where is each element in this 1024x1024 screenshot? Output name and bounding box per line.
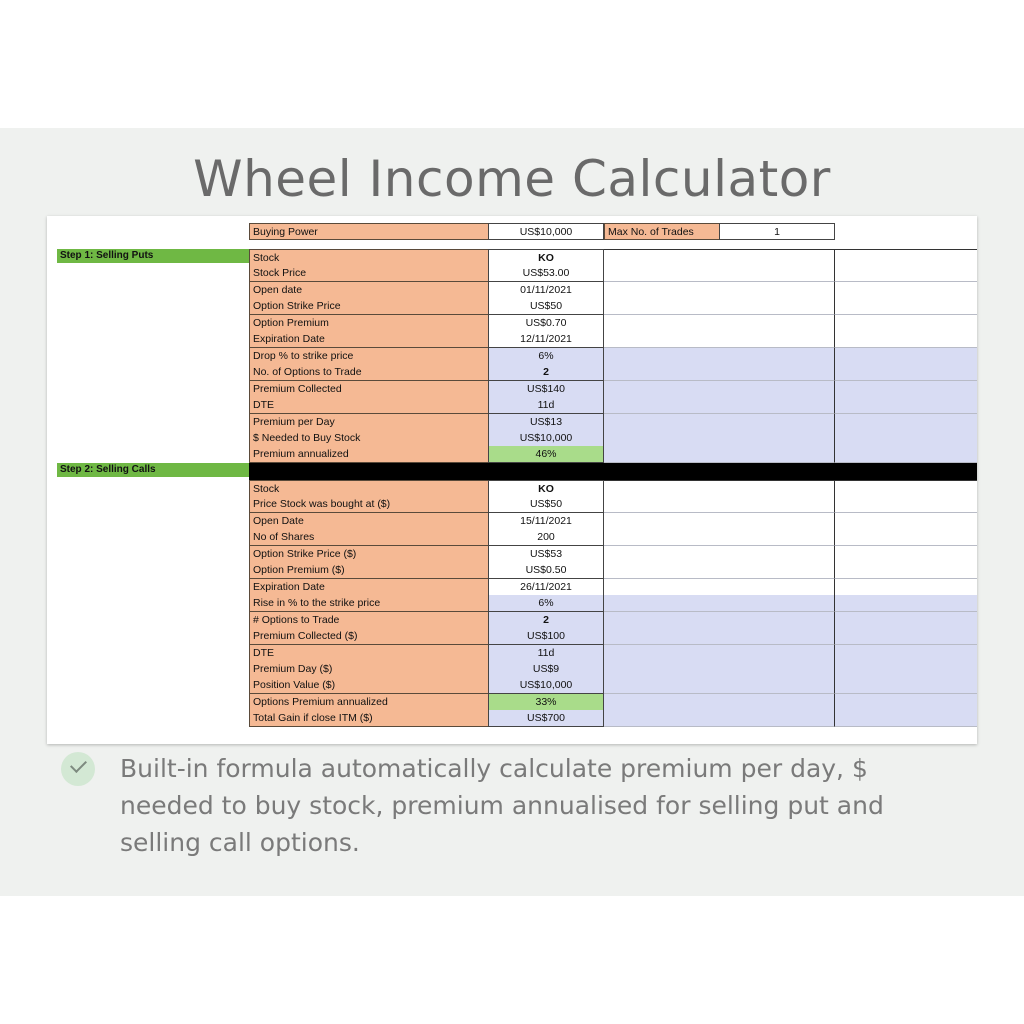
step2-row-value[interactable]: 6% (488, 595, 604, 612)
step2-empty-cell[interactable] (719, 496, 835, 513)
check-icon (70, 756, 87, 773)
step1-empty-cell[interactable] (719, 249, 835, 266)
step2-row-label: Rise in % to the strike price (249, 595, 489, 612)
step1-label: Step 1: Selling Puts (57, 249, 255, 263)
step1-row-value[interactable]: 01/11/2021 (488, 282, 604, 299)
step2-empty-cell[interactable] (604, 513, 720, 530)
page-title: Wheel Income Calculator (193, 150, 831, 208)
step1-empty-cell[interactable] (835, 282, 951, 299)
step1-empty-cell[interactable] (719, 348, 835, 365)
step2-row-value[interactable]: US$100 (488, 628, 604, 645)
step1-row-value[interactable]: 12/11/2021 (488, 331, 604, 348)
step1-empty-cell[interactable] (604, 298, 720, 315)
step1-empty-cell[interactable] (719, 331, 835, 348)
step2-row-label: # Options to Trade (249, 612, 489, 629)
buying-power-value[interactable]: US$10,000 (488, 223, 604, 240)
step1-empty-cell[interactable] (950, 446, 977, 463)
step1-empty-cell[interactable] (719, 397, 835, 414)
step2-empty-cell[interactable] (950, 628, 977, 645)
step1-empty-cell[interactable] (604, 249, 720, 266)
step1-row-value[interactable]: 2 (488, 364, 604, 381)
step2-row-value[interactable]: 26/11/2021 (488, 579, 604, 596)
step1-empty-cell[interactable] (604, 282, 720, 299)
step2-row-label: Open Date (249, 513, 489, 530)
step2-empty-cell[interactable] (950, 645, 977, 662)
step1-empty-cell[interactable] (604, 397, 720, 414)
max-trades-label: Max No. of Trades (604, 223, 720, 240)
step2-empty-cell[interactable] (835, 661, 951, 678)
step1-empty-cell[interactable] (950, 364, 977, 381)
step2-empty-cell[interactable] (719, 710, 835, 727)
step2-row-label: Expiration Date (249, 579, 489, 596)
step1-row-value[interactable]: US$50 (488, 298, 604, 315)
step1-row-value[interactable]: US$10,000 (488, 430, 604, 447)
step2-empty-cell[interactable] (835, 694, 951, 711)
step1-row-value[interactable]: US$13 (488, 414, 604, 431)
step2-row-label: Premium Collected ($) (249, 628, 489, 645)
step2-empty-cell[interactable] (835, 645, 951, 662)
step1-row-label: $ Needed to Buy Stock (249, 430, 489, 447)
step2-empty-cell[interactable] (719, 480, 835, 497)
step1-empty-cell[interactable] (950, 282, 977, 299)
step1-row-label: Open date (249, 282, 489, 299)
step1-empty-cell[interactable] (950, 430, 977, 447)
step2-empty-cell[interactable] (835, 513, 951, 530)
step2-row-label: DTE (249, 645, 489, 662)
step2-empty-cell[interactable] (950, 546, 977, 563)
step1-empty-cell[interactable] (719, 265, 835, 282)
step1-row-label: Stock Price (249, 265, 489, 282)
step1-empty-cell[interactable] (950, 348, 977, 365)
step1-empty-cell[interactable] (604, 446, 720, 463)
step2-row-value[interactable]: US$700 (488, 710, 604, 727)
step2-row-label: Position Value ($) (249, 677, 489, 694)
step2-empty-cell[interactable] (604, 677, 720, 694)
step2-empty-cell[interactable] (950, 513, 977, 530)
step2-empty-cell[interactable] (835, 710, 951, 727)
step2-row-value[interactable]: US$9 (488, 661, 604, 678)
step2-row-value[interactable]: 200 (488, 529, 604, 546)
step1-empty-cell[interactable] (835, 446, 951, 463)
step1-empty-cell[interactable] (835, 414, 951, 431)
step1-empty-cell[interactable] (604, 348, 720, 365)
step2-empty-cell[interactable] (719, 579, 835, 596)
step1-empty-cell[interactable] (604, 414, 720, 431)
step2-row-label: Options Premium annualized (249, 694, 489, 711)
step2-row-label: Option Strike Price ($) (249, 546, 489, 563)
step1-row-label: Premium per Day (249, 414, 489, 431)
step2-row-value[interactable]: 33% (488, 694, 604, 711)
step2-row-label: Stock (249, 480, 489, 497)
step2-empty-cell[interactable] (835, 612, 951, 629)
step2-row-value[interactable]: 11d (488, 645, 604, 662)
step2-empty-cell[interactable] (604, 612, 720, 629)
step1-empty-cell[interactable] (719, 298, 835, 315)
step1-empty-cell[interactable] (950, 249, 977, 266)
step2-row-label: Option Premium ($) (249, 562, 489, 579)
feature-description: Built-in formula automatically calculate premium per day, $ needed to buy stock, premium annualised for selling put and selling call options. (120, 754, 884, 857)
step2-row-value[interactable]: 15/11/2021 (488, 513, 604, 530)
step2-empty-cell[interactable] (950, 480, 977, 497)
step1-empty-cell[interactable] (719, 446, 835, 463)
step2-empty-cell[interactable] (604, 529, 720, 546)
spreadsheet (47, 216, 977, 744)
step2-empty-cell[interactable] (719, 562, 835, 579)
buying-power-label: Buying Power (249, 223, 489, 240)
step2-empty-cell[interactable] (719, 546, 835, 563)
step1-empty-cell[interactable] (719, 414, 835, 431)
step1-row-label: Option Premium (249, 315, 489, 332)
step2-empty-cell[interactable] (950, 529, 977, 546)
step1-empty-cell[interactable] (950, 331, 977, 348)
step1-row-label: Option Strike Price (249, 298, 489, 315)
step1-empty-cell[interactable] (950, 298, 977, 315)
step2-empty-cell[interactable] (950, 496, 977, 513)
step2-empty-cell[interactable] (719, 677, 835, 694)
step1-empty-cell[interactable] (950, 315, 977, 332)
check-bullet (61, 752, 95, 786)
step1-empty-cell[interactable] (835, 249, 951, 266)
step1-empty-cell[interactable] (604, 265, 720, 282)
step2-row-value[interactable]: 2 (488, 612, 604, 629)
step2-row-value[interactable]: US$50 (488, 496, 604, 513)
step2-empty-cell[interactable] (835, 480, 951, 497)
step2-empty-cell[interactable] (950, 579, 977, 596)
step2-empty-cell[interactable] (719, 529, 835, 546)
step1-row-label: Expiration Date (249, 331, 489, 348)
step1-empty-cell[interactable] (835, 315, 951, 332)
step1-empty-cell[interactable] (950, 381, 977, 398)
step1-row-label: Drop % to strike price (249, 348, 489, 365)
section-divider (249, 463, 977, 480)
step1-empty-cell[interactable] (719, 364, 835, 381)
step2-row-label: Premium Day ($) (249, 661, 489, 678)
step1-empty-cell[interactable] (950, 397, 977, 414)
step1-empty-cell[interactable] (719, 315, 835, 332)
step2-empty-cell[interactable] (719, 595, 835, 612)
step2-empty-cell[interactable] (835, 579, 951, 596)
step1-empty-cell[interactable] (835, 381, 951, 398)
step2-empty-cell[interactable] (835, 677, 951, 694)
step2-empty-cell[interactable] (835, 496, 951, 513)
step2-empty-cell[interactable] (604, 562, 720, 579)
step2-empty-cell[interactable] (604, 496, 720, 513)
step2-empty-cell[interactable] (604, 546, 720, 563)
step1-empty-cell[interactable] (950, 265, 977, 282)
max-trades-value[interactable]: 1 (719, 223, 835, 240)
step2-row-value[interactable]: KO (488, 480, 604, 497)
step1-empty-cell[interactable] (835, 364, 951, 381)
step2-empty-cell[interactable] (950, 562, 977, 579)
step2-empty-cell[interactable] (950, 677, 977, 694)
step1-row-label: DTE (249, 397, 489, 414)
step1-row-value[interactable]: 6% (488, 348, 604, 365)
step1-empty-cell[interactable] (719, 381, 835, 398)
step2-empty-cell[interactable] (604, 480, 720, 497)
step2-empty-cell[interactable] (719, 513, 835, 530)
step2-row-value[interactable]: US$0.50 (488, 562, 604, 579)
step2-empty-cell[interactable] (719, 628, 835, 645)
step1-row-label: Stock (249, 249, 489, 266)
step1-empty-cell[interactable] (604, 430, 720, 447)
step1-empty-cell[interactable] (604, 364, 720, 381)
step1-row-value[interactable]: US$140 (488, 381, 604, 398)
step1-row-value[interactable]: 46% (488, 446, 604, 463)
step2-empty-cell[interactable] (719, 661, 835, 678)
step1-empty-cell[interactable] (604, 315, 720, 332)
step2-empty-cell[interactable] (950, 595, 977, 612)
step1-row-label: Premium annualized (249, 446, 489, 463)
step2-empty-cell[interactable] (604, 694, 720, 711)
step2-label: Step 2: Selling Calls (57, 463, 255, 477)
step2-empty-cell[interactable] (719, 694, 835, 711)
step2-empty-cell[interactable] (835, 562, 951, 579)
step1-empty-cell[interactable] (835, 397, 951, 414)
step1-empty-cell[interactable] (719, 282, 835, 299)
step1-empty-cell[interactable] (604, 331, 720, 348)
step1-row-label: No. of Options to Trade (249, 364, 489, 381)
step2-empty-cell[interactable] (835, 628, 951, 645)
step2-row-label: Price Stock was bought at ($) (249, 496, 489, 513)
step2-empty-cell[interactable] (604, 595, 720, 612)
step2-empty-cell[interactable] (604, 645, 720, 662)
step2-row-label: Total Gain if close ITM ($) (249, 710, 489, 727)
step1-empty-cell[interactable] (835, 331, 951, 348)
step1-empty-cell[interactable] (950, 414, 977, 431)
step2-empty-cell[interactable] (604, 628, 720, 645)
step1-row-label: Premium Collected (249, 381, 489, 398)
step1-empty-cell[interactable] (604, 381, 720, 398)
step1-row-value[interactable]: US$0.70 (488, 315, 604, 332)
step2-empty-cell[interactable] (604, 579, 720, 596)
step2-empty-cell[interactable] (835, 595, 951, 612)
step2-empty-cell[interactable] (604, 710, 720, 727)
step2-row-value[interactable]: US$10,000 (488, 677, 604, 694)
step2-empty-cell[interactable] (950, 710, 977, 727)
step1-row-value[interactable]: KO (488, 249, 604, 266)
step2-row-label: No of Shares (249, 529, 489, 546)
step1-empty-cell[interactable] (719, 430, 835, 447)
step1-empty-cell[interactable] (835, 430, 951, 447)
step1-row-value[interactable]: US$53.00 (488, 265, 604, 282)
step1-empty-cell[interactable] (835, 348, 951, 365)
step2-empty-cell[interactable] (835, 546, 951, 563)
step2-empty-cell[interactable] (835, 529, 951, 546)
step1-empty-cell[interactable] (835, 265, 951, 282)
step2-empty-cell[interactable] (604, 661, 720, 678)
step2-empty-cell[interactable] (950, 661, 977, 678)
step2-empty-cell[interactable] (950, 694, 977, 711)
step2-empty-cell[interactable] (719, 612, 835, 629)
step2-empty-cell[interactable] (719, 645, 835, 662)
step2-row-value[interactable]: US$53 (488, 546, 604, 563)
step1-row-value[interactable]: 11d (488, 397, 604, 414)
step2-empty-cell[interactable] (950, 612, 977, 629)
step1-empty-cell[interactable] (835, 298, 951, 315)
